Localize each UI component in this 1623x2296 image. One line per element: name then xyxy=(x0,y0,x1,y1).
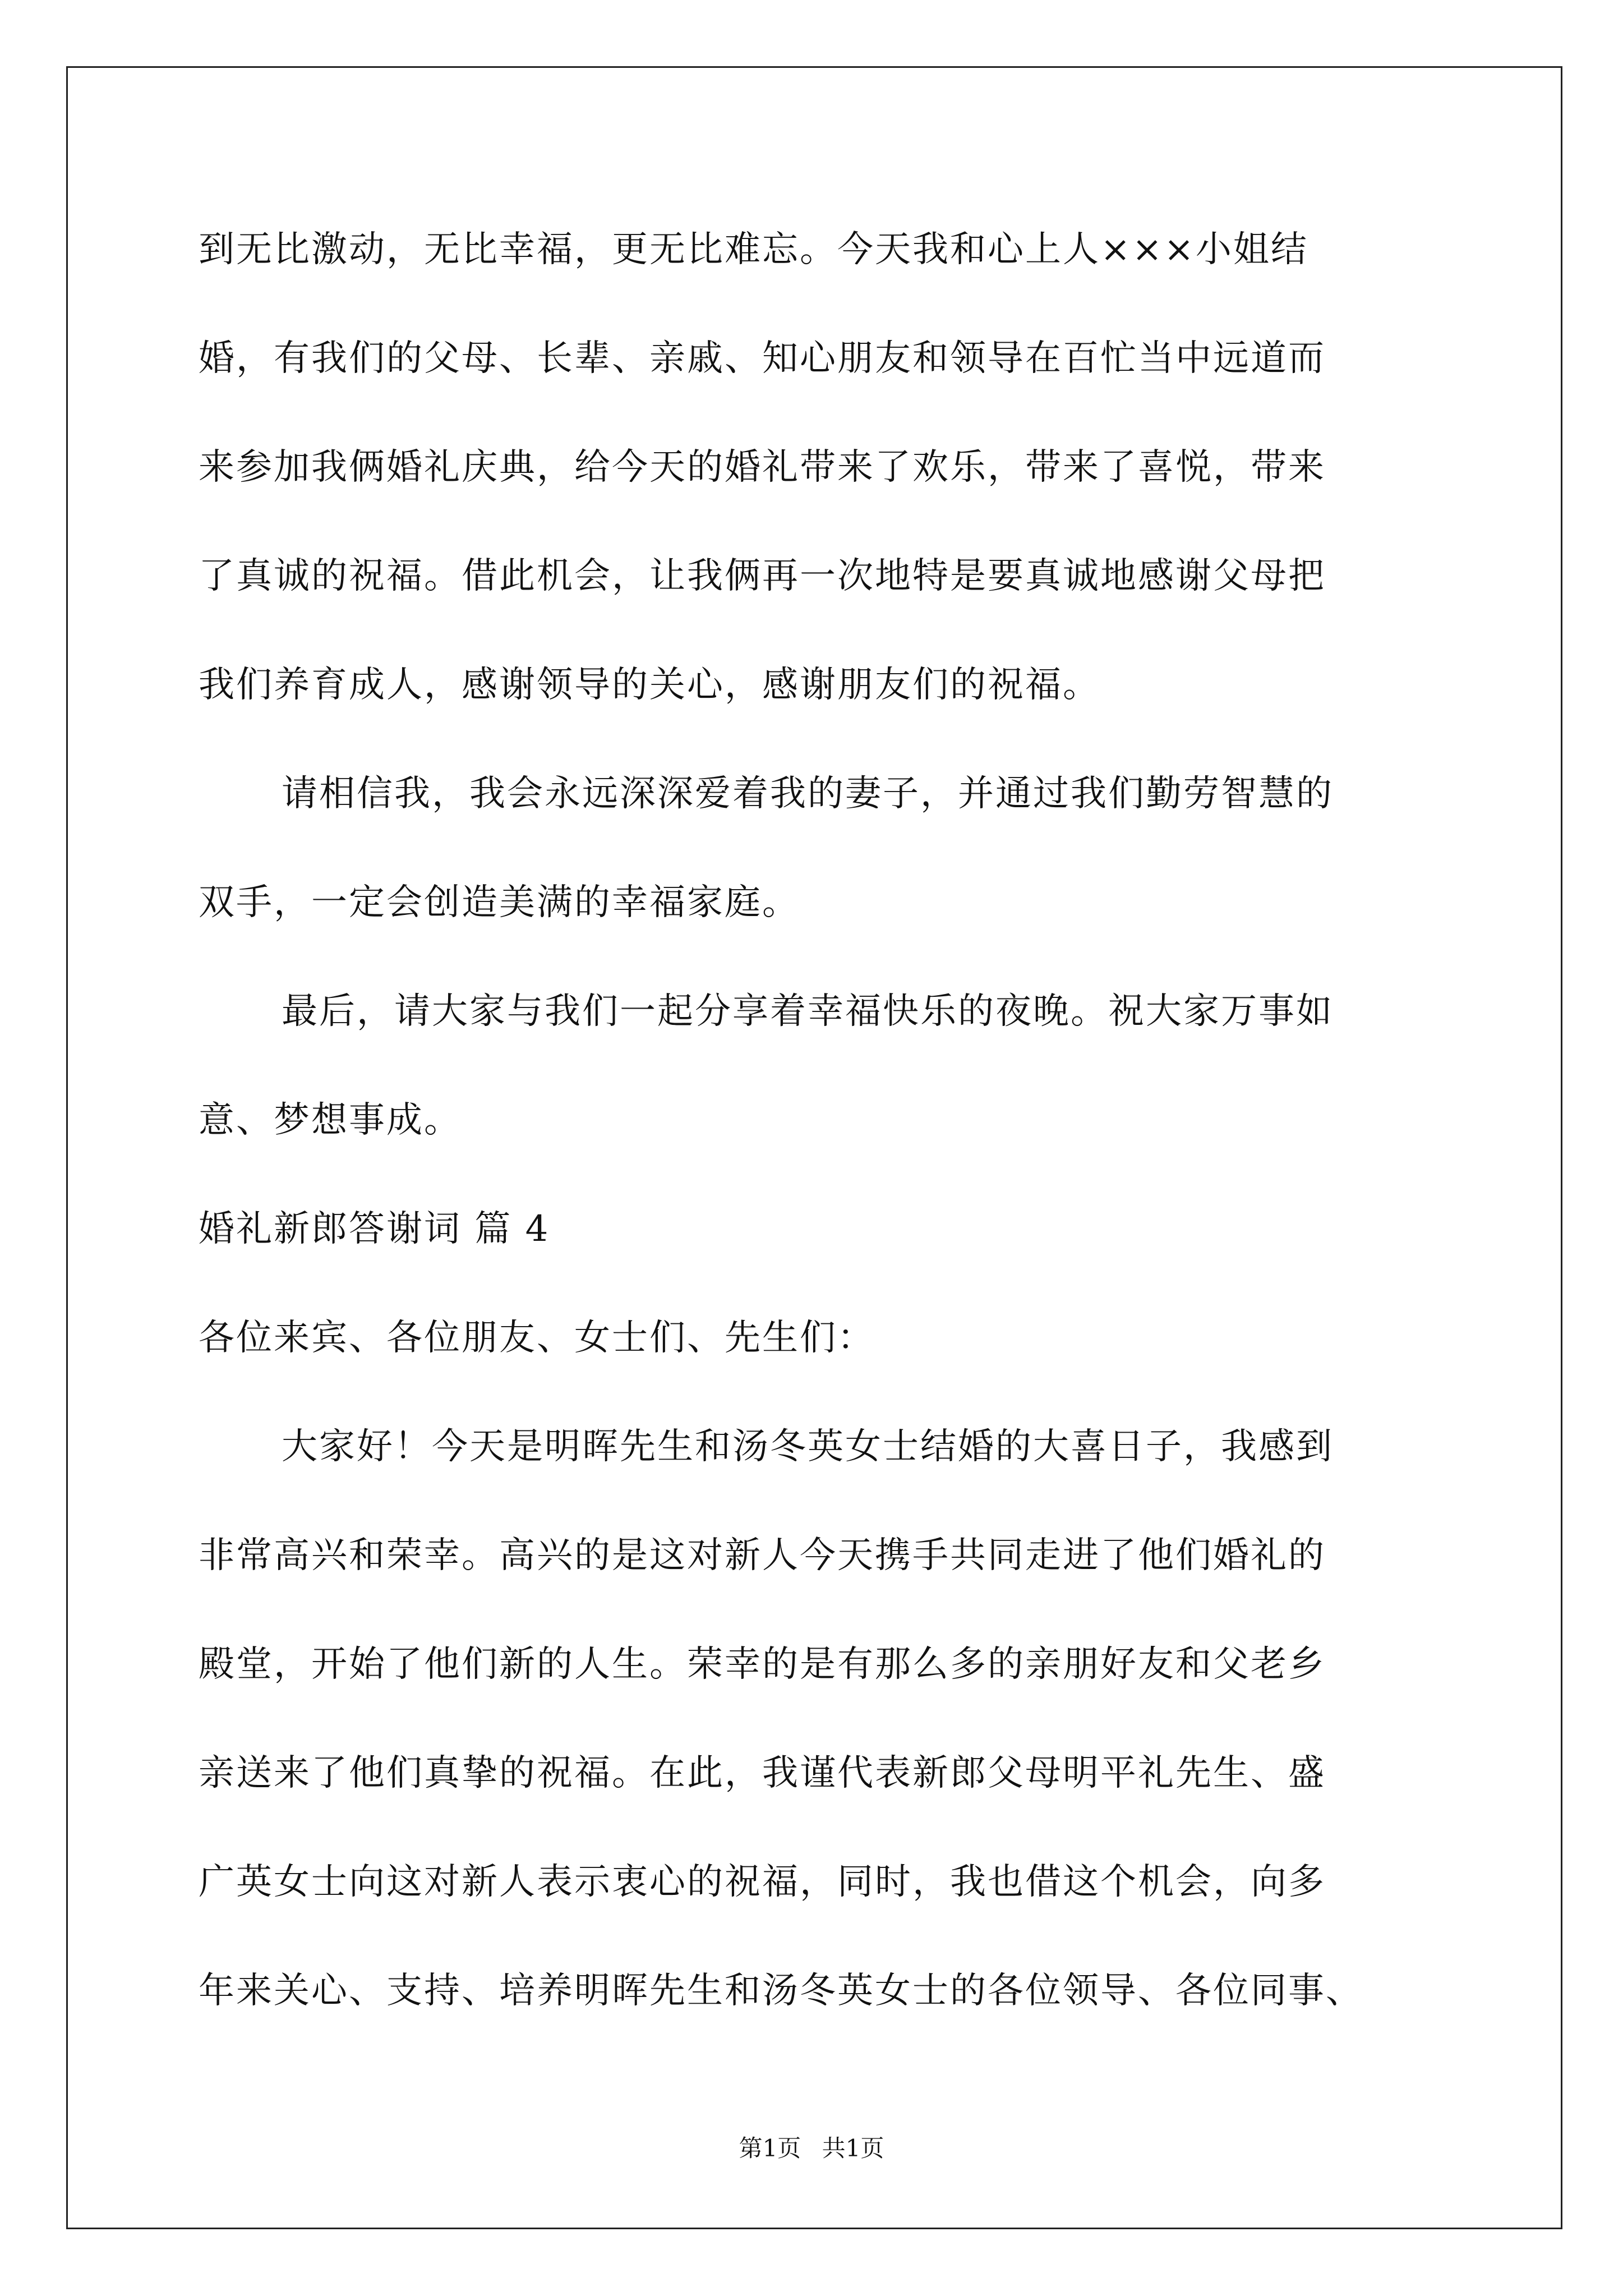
page-number: 第1页 xyxy=(739,2134,801,2162)
text-line: 殿堂，开始了他们新的人生。荣幸的是有那么多的亲朋好友和父老乡 xyxy=(199,1644,1326,1685)
page-footer xyxy=(0,2132,1623,2165)
text-line: 我们养育成人，感谢领导的关心，感谢朋友们的祝福。 xyxy=(199,664,1100,706)
text-line: 广英女士向这对新人表示衷心的祝福，同时，我也借这个机会，向多 xyxy=(199,1861,1326,1903)
text-line: 来参加我俩婚礼庆典，给今天的婚礼带来了欢乐，带来了喜悦，带来 xyxy=(199,447,1326,488)
section-heading: 婚礼新郎答谢词 篇 4 xyxy=(199,1208,550,1250)
page-total: 共1页 xyxy=(822,2134,884,2162)
paragraph-start-line: 大家好！今天是明晖先生和汤冬英女士结婚的大喜日子，我感到 xyxy=(282,1426,1334,1467)
text-line: 意、梦想事成。 xyxy=(199,1099,462,1141)
text-line: 双手，一定会创造美满的幸福家庭。 xyxy=(199,882,800,923)
document-body xyxy=(199,216,1455,2066)
text-line: 非常高兴和荣幸。高兴的是这对新人今天携手共同走进了他们婚礼的 xyxy=(199,1535,1326,1576)
text-line: 年来关心、支持、培养明晖先生和汤冬英女士的各位领导、各位同事、 xyxy=(199,1970,1363,2012)
text-line: 到无比激动，无比幸福，更无比难忘。今天我和心上人×××小姐结 xyxy=(199,229,1308,270)
paragraph-start-line: 最后，请大家与我们一起分享着幸福快乐的夜晚。祝大家万事如 xyxy=(282,991,1334,1032)
salutation-line: 各位来宾、各位朋友、女士们、先生们： xyxy=(199,1317,875,1359)
text-line: 亲送来了他们真挚的祝福。在此，我谨代表新郎父母明平礼先生、盛 xyxy=(199,1752,1326,1794)
text-line: 了真诚的祝福。借此机会，让我俩再一次地特是要真诚地感谢父母把 xyxy=(199,555,1326,597)
text-line: 婚，有我们的父母、长辈、亲戚、知心朋友和领导在百忙当中远道而 xyxy=(199,338,1326,379)
paragraph-start-line: 请相信我，我会永远深深爱着我的妻子，并通过我们勤劳智慧的 xyxy=(282,773,1334,815)
